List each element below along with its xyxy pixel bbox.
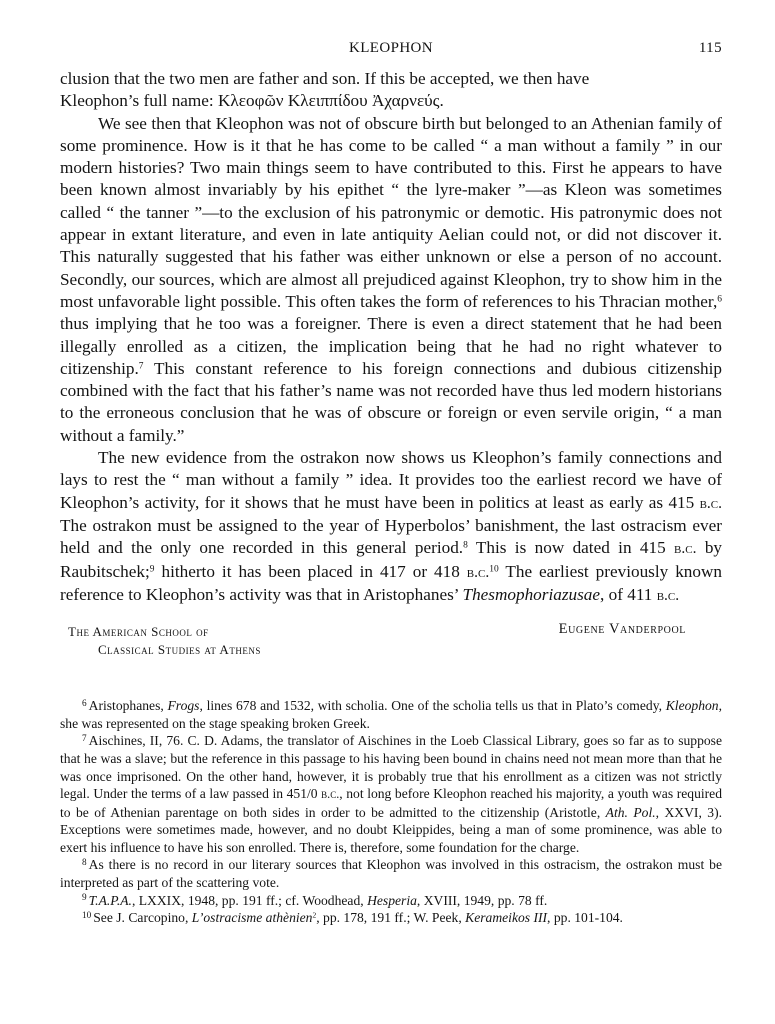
paragraph-2 <box>60 113 722 447</box>
paragraph-2-text-c: This constant reference to his foreign connections and dubious citizenship combined with the fact that his father’s name was not recorded have thus led modern historians to the erroneous conclusion that he was of obscure or foreign or even servile origin, “ a man without a family.” <box>60 358 722 445</box>
footnote-ref-9: 9 <box>149 563 155 574</box>
footnote-10 <box>60 909 722 927</box>
paragraph-3-text-f: The earliest previously known reference to Kleophon’s activity was that in Aristophanes’ <box>60 561 722 604</box>
work-title: Kerameikos III <box>465 910 548 926</box>
running-title: KLEOPHON <box>348 40 434 56</box>
paragraph-3-text-d: by Raubitschek; <box>60 538 723 581</box>
footnote-ref-6: 6 <box>717 294 722 305</box>
paragraph-3-text-e: hitherto it has been placed in 417 or 418 <box>154 561 467 581</box>
era-abbrev: b.c. <box>321 787 340 802</box>
footnote-text: , pp. 178, 191 ff.; W. Peek, <box>316 910 466 926</box>
paragraph-1 <box>60 68 722 113</box>
footnote-text: As there is no record in our literary sources that Kleophon was involved in this ostracism, the ostrakon must be interpreted as part of the scattering vote. <box>60 857 722 891</box>
journal-title: T.A.P.A. <box>88 892 132 908</box>
footnote-ref-8: 8 <box>463 540 468 551</box>
footnote-number: 9 <box>82 892 87 903</box>
footnote-number: 10 <box>82 909 92 920</box>
paragraph-1-line-2: Kleophon’s full name: <box>60 91 219 111</box>
footnote-ref-10: 10 <box>489 563 499 574</box>
footnote-text: , pp. 101-104. <box>547 910 623 926</box>
footnote-text: , LXXIX, 1948, pp. 191 ff.; cf. Woodhead, <box>131 892 368 908</box>
edition-number: 2 <box>312 910 317 920</box>
work-title: Ath. Pol. <box>605 804 656 820</box>
page <box>60 40 722 927</box>
footnote-9 <box>60 892 722 910</box>
paragraph-2-text-b: thus implying that he too was a foreigner. There is even a direct statement that he had been illegally enrolled as a citizen, the implication being that he had no right whatever to citizenship. <box>60 314 722 378</box>
footnote-7 <box>60 732 722 856</box>
greek-full-name: Κλεοφῶν Κλειππίδου Ἀχαρνεύς. <box>218 91 444 111</box>
affiliation-line-2: Classical Studies at Athens <box>98 642 261 658</box>
footnote-text: , XXVI, 3). Exceptions were sometimes made, however, and no doubt Kleippides, being a man of some prominence, was able to exert his influence to have his son enrolled. There is, therefore, some foundation for the charge. <box>60 804 722 855</box>
era-abbrev: b.c. <box>656 586 680 604</box>
era-abbrev: b.c. <box>674 540 697 558</box>
page-number: 115 <box>698 40 722 56</box>
work-title: Kleophon <box>665 698 719 714</box>
article-body <box>60 68 722 607</box>
footnote-6 <box>60 697 722 732</box>
work-title: Frogs <box>167 698 200 714</box>
running-header <box>60 40 722 62</box>
paragraph-3-text-c: This is now dated in 415 <box>467 538 675 558</box>
author-name: Eugene Vanderpool <box>558 621 686 638</box>
author-affiliation <box>68 623 261 659</box>
footnote-text: See J. Carcopino, <box>93 910 192 926</box>
footnote-text: , lines 678 and 1532, with scholia. One of the scholia tells us that in Plato’s comedy, <box>199 698 666 714</box>
footnote-number: 7 <box>82 732 87 743</box>
footnote-text: , not long before Kleophon reached his majority, a youth was required to be of Athenian parentage on both sides in order to be admitted to the citizenship (Aristotle, <box>60 786 723 820</box>
paragraph-3-text-b: The ostrakon must be assigned to the year of Hyperbolos’ banishment, the last ostracism ever held and the only one recorded in this general period. <box>60 515 722 558</box>
signature-block <box>60 623 722 675</box>
footnote-8 <box>60 856 722 891</box>
footnote-number: 6 <box>82 697 87 708</box>
footnote-text: Aischines, II, 76. C. D. Adams, the translator of Aischines in the Loeb Classical Library, goes so far as to suppose that he was a slave; but the reference in this passage to his having been bound in chains need not mean more than that he was once imprisoned. On the other hand, however, it is probably true that his enrollment as a citizen was not strictly legal. Under the terms of a law passed in 451/0 <box>60 733 722 802</box>
journal-title: Hesperia <box>367 892 417 908</box>
footnote-ref-7: 7 <box>138 361 144 372</box>
paragraph-3-text-a: The new evidence from the ostrakon now shows us Kleophon’s family connections and lays to rest the “ man without a family ” idea. It provides too the earliest record we have of Kleophon’s activity, for it shows that he must have been in politics at least as early as 415 <box>60 448 722 512</box>
paragraph-3 <box>60 447 722 607</box>
play-title: Thesmophoriazusae <box>462 584 601 604</box>
paragraph-1-line-1: clusion that the two men are father and son. If this be accepted, we then have <box>60 69 590 88</box>
footnotes <box>60 697 722 927</box>
paragraph-3-text-g: , of 411 <box>600 584 657 604</box>
affiliation-line-1: The American School of <box>68 624 209 640</box>
work-title: L’ostracisme athènien <box>191 910 313 926</box>
paragraph-2-text-a: We see then that Kleophon was not of obscure birth but belonged to an Athenian family of some prominence. How is it that he has come to be called “ a man without a family ” in our modern histories? Two main things seem to have contributed to this. First he appears to have been known almost invariably by his epithet “ the lyre-maker ”—as Kleon was sometimes called “ the tanner ”—to the exclusion of his patronymic or demotic. His patronymic does not appear in extant literature, and even in late antiquity Aelian could not, or did not discover it. This naturally suggested that his father was either unknown or else a person of no account. Secondly, our sources, which are almost all prejudiced against Kleophon, try to show him in the most unfavorable light possible. This often takes the form of references to his Thracian mother, <box>60 113 722 311</box>
footnote-text: , XVIII, 1949, pp. 78 ff. <box>416 892 548 908</box>
footnote-text: , she was represented on the stage speaking broken Greek. <box>60 698 723 731</box>
footnote-text: Aristophanes, <box>88 698 168 714</box>
era-abbrev: b.c. <box>466 563 490 581</box>
era-abbrev: b.c. <box>699 494 722 512</box>
footnote-number: 8 <box>82 856 87 867</box>
